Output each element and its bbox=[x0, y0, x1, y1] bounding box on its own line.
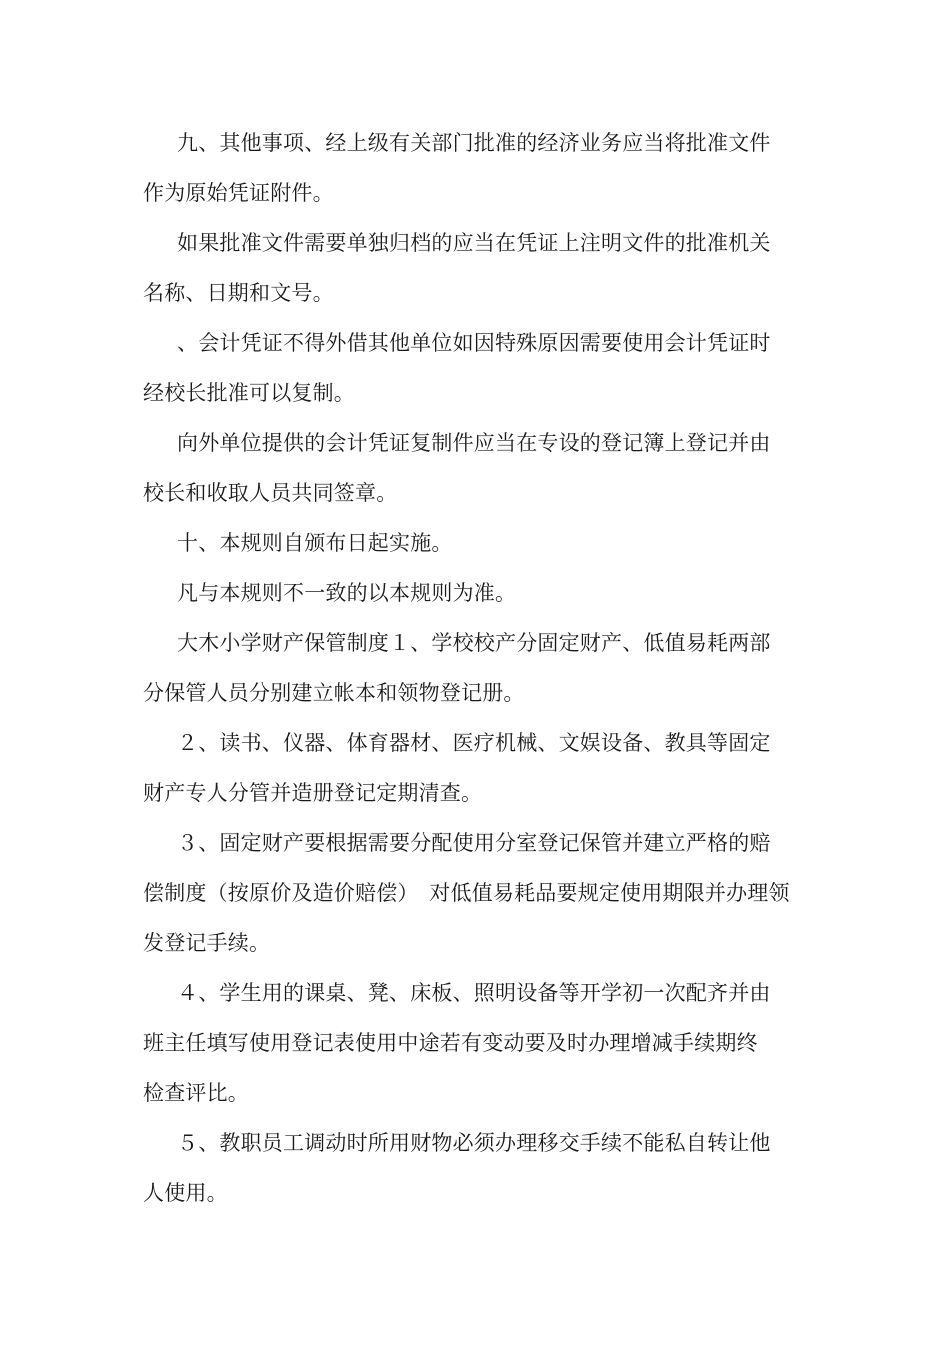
paragraph-line: 凡与本规则不一致的以本规则为准。 bbox=[177, 581, 517, 605]
paragraph-line: 经校长批准可以复制。 bbox=[143, 381, 355, 405]
paragraph-line: 人使用。 bbox=[143, 1181, 228, 1205]
paragraph-line: 校长和收取人员共同签章。 bbox=[143, 481, 398, 505]
paragraph-line: 作为原始凭证附件。 bbox=[143, 181, 334, 205]
document-body bbox=[143, 118, 803, 1218]
paragraph-line: 九、其他事项、经上级有关部门批准的经济业务应当将批准文件 bbox=[177, 131, 771, 155]
paragraph-line: 、会计凭证不得外借其他单位如因特殊原因需要使用会计凭证时 bbox=[177, 331, 771, 355]
paragraph-line: ４、学生用的课桌、凳、床板、照明设备等开学初一次配齐并由 bbox=[177, 981, 771, 1005]
paragraph-line: 班主任填写使用登记表使用中途若有变动要及时办理增减手续期终 bbox=[143, 1031, 758, 1055]
paragraph-line: 大木小学财产保管制度１、学校校产分固定财产、低值易耗两部 bbox=[177, 631, 771, 655]
paragraph-line: 如果批准文件需要单独归档的应当在凭证上注明文件的批准机关 bbox=[177, 231, 771, 255]
paragraph-line: 检查评比。 bbox=[143, 1081, 249, 1105]
paragraph-line: ３、固定财产要根据需要分配使用分室登记保管并建立严格的赔 bbox=[177, 831, 771, 855]
paragraph-line: 偿制度（按原价及造价赔偿） 对低值易耗品要规定使用期限并办理领 bbox=[143, 881, 790, 905]
paragraph-line: 十、本规则自颁布日起实施。 bbox=[177, 531, 453, 555]
paragraph-line: 财产专人分管并造册登记定期清查。 bbox=[143, 781, 483, 805]
paragraph-line: 分保管人员分别建立帐本和领物登记册。 bbox=[143, 681, 525, 705]
paragraph-line: 向外单位提供的会计凭证复制件应当在专设的登记簿上登记并由 bbox=[177, 431, 771, 455]
paragraph-line: ２、读书、仪器、体育器材、医疗机械、文娱设备、教具等固定 bbox=[177, 731, 771, 755]
paragraph-line: 名称、日期和文号。 bbox=[143, 281, 334, 305]
paragraph-line: ５、教职员工调动时所用财物必须办理移交手续不能私自转让他 bbox=[177, 1131, 771, 1155]
paragraph-line: 发登记手续。 bbox=[143, 931, 271, 955]
